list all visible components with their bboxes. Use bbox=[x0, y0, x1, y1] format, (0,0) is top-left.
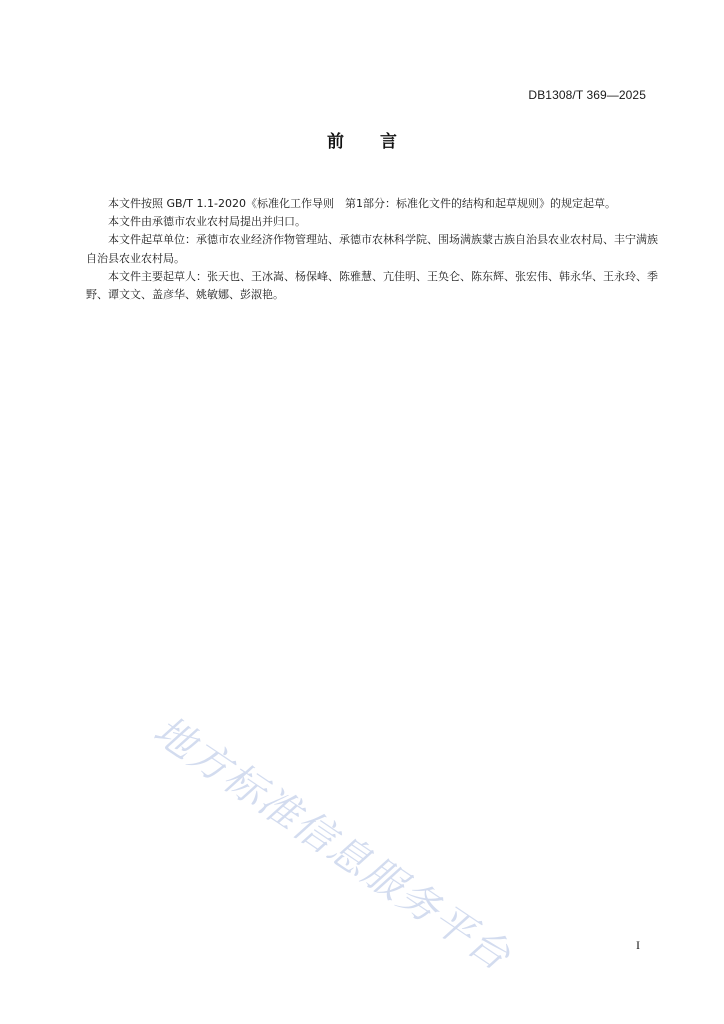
paragraph-drafting-units: 本文件起草单位：承德市农业经济作物管理站、承德市农林科学院、围场满族蒙古族自治县农业农村局、丰宁满族自治县农业农村局。 bbox=[86, 233, 658, 265]
paragraph-drafting-basis: 本文件按照 GB/T 1.1-2020《标准化工作导则 第1部分：标准化文件的结构和起草规则》的规定起草。 bbox=[108, 197, 616, 210]
watermark: 地方标准信息服务平台 bbox=[145, 707, 520, 981]
page-number: I bbox=[636, 938, 640, 952]
foreword-body bbox=[86, 195, 658, 304]
document-number: DB1308/T 369—2025 bbox=[528, 88, 646, 102]
paragraph-drafters: 本文件主要起草人：张天也、王冰嵩、杨保峰、陈雅慧、亢佳明、王奂仑、陈东辉、张宏伟、韩永华、王永玲、季野、谭文文、盖彦华、姚敏娜、彭淑艳。 bbox=[86, 269, 658, 302]
page-title: 前言 bbox=[327, 132, 433, 152]
paragraph-proposer: 本文件由承德市农业农村局提出并归口。 bbox=[108, 215, 306, 229]
